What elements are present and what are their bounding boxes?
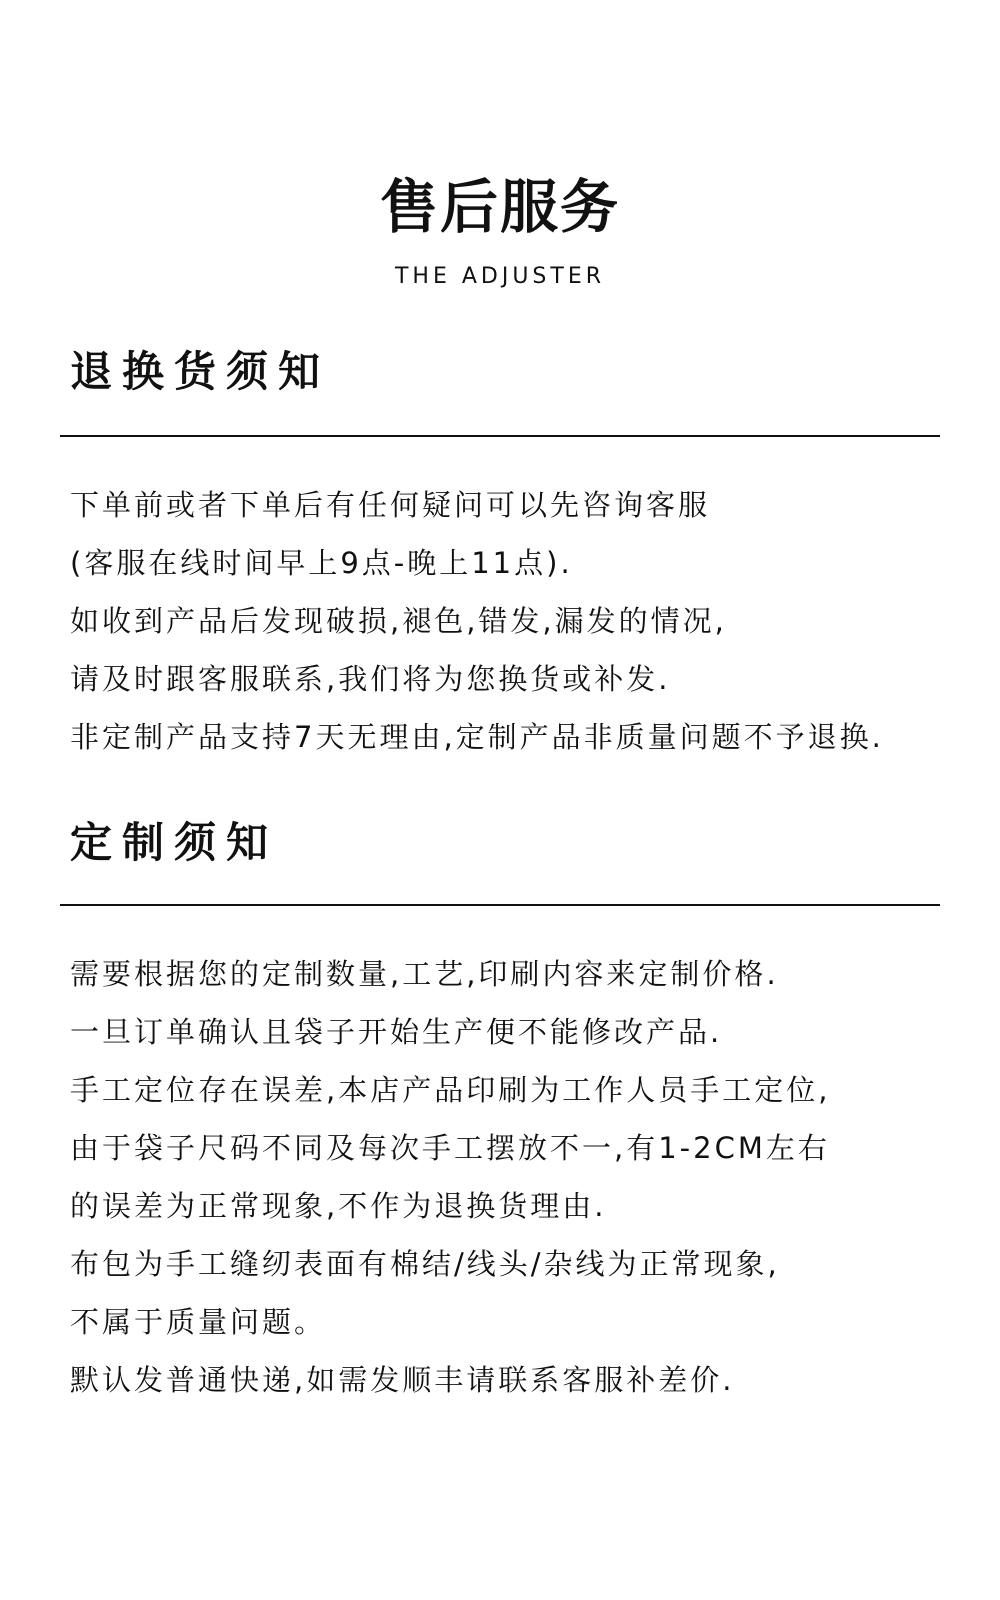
customization-section-divider [60, 904, 940, 906]
returns-section-heading: 退换货须知 [70, 347, 331, 396]
text-line: (客服在线时间早上9点-晚上11点). [70, 546, 573, 580]
text-line: 下单前或者下单后有任何疑问可以先咨询客服 [70, 488, 711, 522]
text-line: 需要根据您的定制数量,工艺,印刷内容来定制价格. [70, 957, 779, 991]
text-line: 不属于质量问题。 [70, 1305, 327, 1339]
text-line: 非定制产品支持7天无理由,定制产品非质量问题不予退换. [70, 720, 884, 754]
text-line: 的误差为正常现象,不作为退换货理由. [70, 1189, 607, 1223]
text-line: 一旦订单确认且袋子开始生产便不能修改产品. [70, 1015, 723, 1049]
text-line: 请及时跟客服联系,我们将为您换货或补发. [70, 662, 671, 696]
text-line: 手工定位存在误差,本店产品印刷为工作人员手工定位, [70, 1073, 831, 1107]
customization-section-heading: 定制须知 [70, 818, 279, 867]
returns-section-text [70, 476, 884, 766]
customization-section-text [70, 945, 830, 1409]
brand-subtitle: THE ADJUSTER [394, 264, 606, 289]
text-line: 默认发普通快递,如需发顺丰请联系客服补差价. [70, 1363, 735, 1397]
returns-section-divider [60, 435, 940, 437]
text-line: 由于袋子尺码不同及每次手工摆放不一,有1-2CM左右 [70, 1131, 830, 1165]
text-line: 布包为手工缝纫表面有棉结/线头/杂线为正常现象, [70, 1247, 780, 1281]
page-title: 售后服务 [379, 173, 620, 241]
text-line: 如收到产品后发现破损,褪色,错发,漏发的情况, [70, 604, 727, 638]
